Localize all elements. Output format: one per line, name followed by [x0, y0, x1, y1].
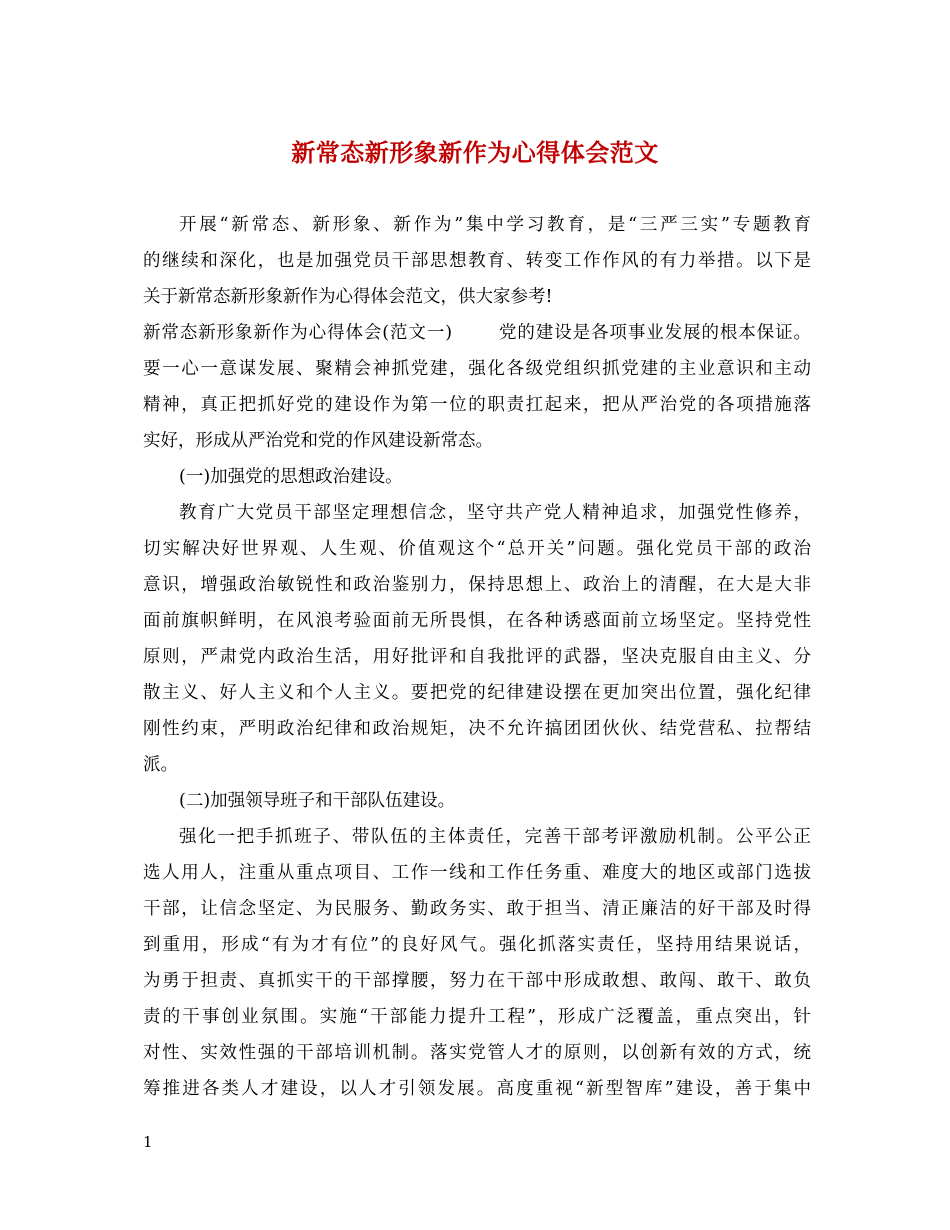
- paragraph-line: 强化一把手抓班子、带队伍的主体责任，完善干部考评激励机制。公平公正: [179, 827, 811, 847]
- paragraph-line: 责的干事创业氛围。实施“干部能力提升工程”，形成广泛覆盖，重点突出，针: [143, 1007, 811, 1027]
- paragraph-line: 派。: [143, 755, 178, 775]
- paragraph-line: 为勇于担责、真抓实干的干部撑腰，努力在干部中形成敢想、敢闯、敢干、敢负: [143, 971, 811, 991]
- document-body: [143, 207, 811, 1107]
- page-number: 1: [143, 1133, 153, 1151]
- paragraph-line: 党的建设是各项事业发展的根本保证。: [498, 323, 811, 343]
- paragraph-line: 选人用人，注重从重点项目、工作一线和工作任务重、难度大的地区或部门选拔: [143, 863, 811, 883]
- subheading: (二)加强领导班子和干部队伍建设。: [179, 791, 456, 811]
- paragraph-line: 实好，形成从严治党和党的作风建设新常态。: [143, 431, 493, 451]
- paragraph-line: 面前旗帜鲜明，在风浪考验面前无所畏惧，在各种诱惑面前立场坚定。坚持党性: [143, 611, 811, 631]
- paragraph-line: 精神，真正把抓好党的建设作为第一位的职责扛起来，把从严治党的各项措施落: [143, 395, 811, 415]
- section-heading: 新常态新形象新作为心得体会(范文一): [143, 323, 453, 343]
- paragraph-line: 开展“新常态、新形象、新作为”集中学习教育，是“三严三实”专题教育: [179, 215, 811, 235]
- paragraph-line: 对性、实效性强的干部培训机制。落实党管人才的原则，以创新有效的方式，统: [143, 1043, 811, 1063]
- paragraph-line: 干部，让信念坚定、为民服务、勤政务实、敢于担当、清正廉洁的好干部及时得: [143, 899, 811, 919]
- paragraph-line: 关于新常态新形象新作为心得体会范文，供大家参考!: [143, 287, 553, 307]
- paragraph-line: 教育广大党员干部坚定理想信念，坚守共产党人精神追求，加强党性修养，: [179, 503, 811, 523]
- subheading: (一)加强党的思想政治建设。: [179, 467, 403, 487]
- paragraph-line: 刚性约束，严明政治纪律和政治规矩，决不允许搞团团伙伙、结党营私、拉帮结: [143, 719, 811, 739]
- document-title: 新常态新形象新作为心得体会范文: [291, 138, 659, 167]
- paragraph-line: 散主义、好人主义和个人主义。要把党的纪律建设摆在更加突出位置，强化纪律: [143, 683, 811, 703]
- paragraph-line: 意识，增强政治敏锐性和政治鉴别力，保持思想上、政治上的清醒，在大是大非: [143, 575, 811, 595]
- paragraph-line: 筹推进各类人才建设，以人才引领发展。高度重视“新型智库”建设，善于集中: [143, 1079, 811, 1099]
- paragraph-line: 到重用，形成“有为才有位”的良好风气。强化抓落实责任，坚持用结果说话，: [143, 935, 811, 955]
- paragraph-line: 切实解决好世界观、人生观、价值观这个“总开关”问题。强化党员干部的政治: [143, 539, 811, 559]
- paragraph-line: 要一心一意谋发展、聚精会神抓党建，强化各级党组织抓党建的主业意识和主动: [143, 359, 811, 379]
- paragraph-line: 原则，严肃党内政治生活，用好批评和自我批评的武器，坚决克服自由主义、分: [143, 647, 811, 667]
- paragraph-line: 的继续和深化，也是加强党员干部思想教育、转变工作作风的有力举措。以下是: [143, 251, 811, 271]
- section-heading-line: [143, 315, 811, 351]
